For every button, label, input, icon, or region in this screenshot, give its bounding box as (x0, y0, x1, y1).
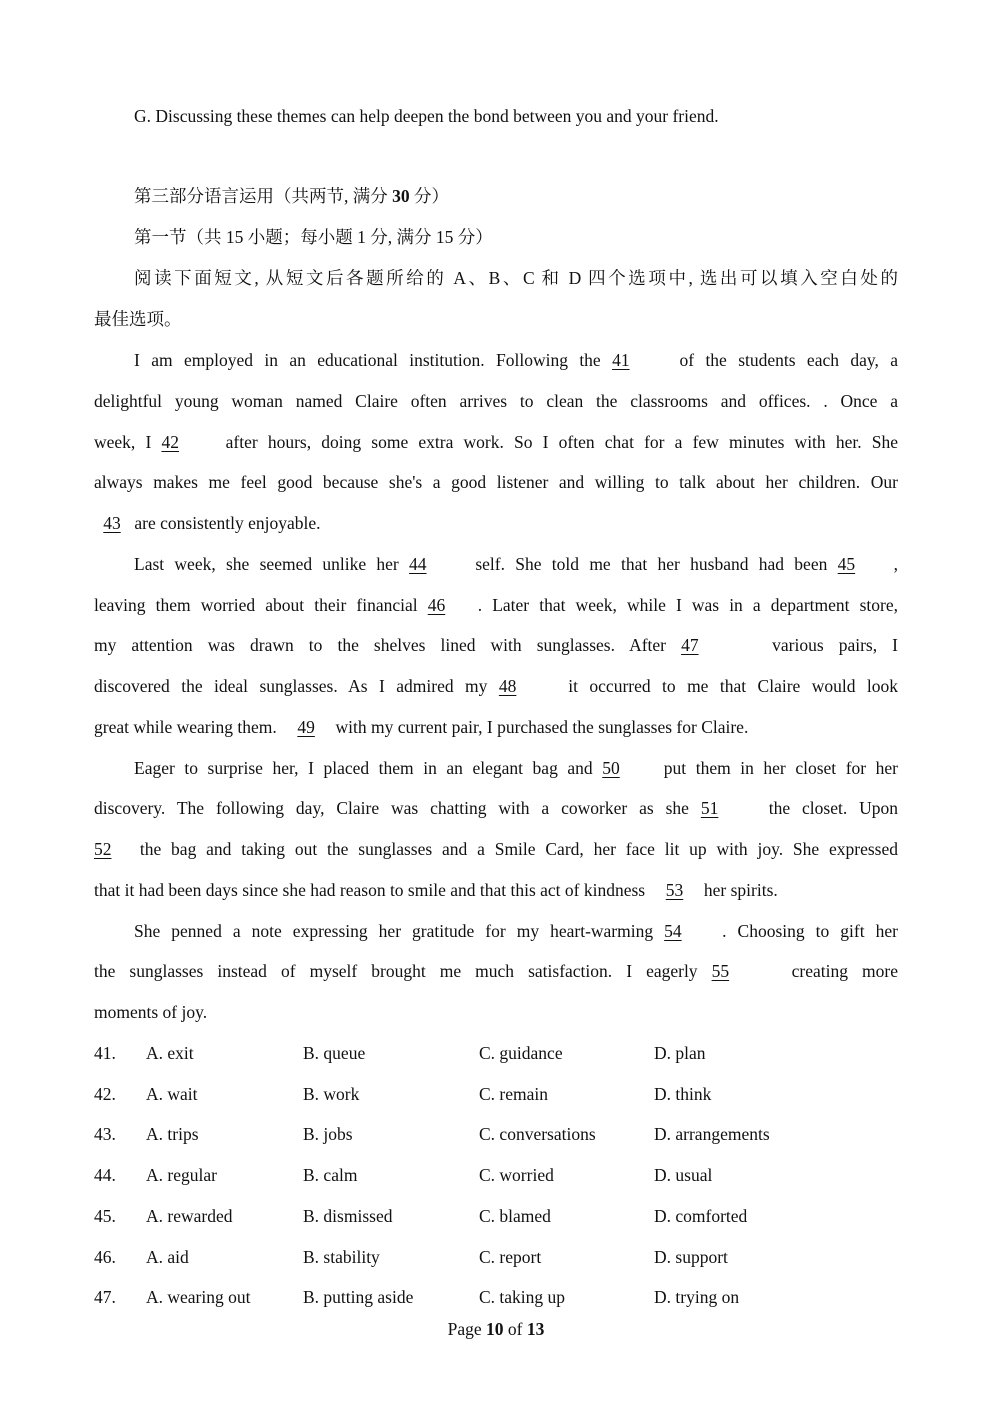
blank-44: 44 (409, 554, 427, 574)
option-d: D. arrangements (654, 1124, 770, 1144)
passage-line: 52 the bag and taking out the sunglasses and a Smile Card, her face lit up with joy. She expressed (94, 839, 898, 859)
option-a: A. aid (146, 1247, 189, 1267)
blank-55: 55 (711, 961, 730, 981)
option-c: C. conversations (479, 1124, 596, 1144)
passage-line: week, I 42 after hours, doing some extra work. So I often chat for a few minutes with her. She (94, 432, 899, 452)
section1-heading: 第一节（共 15 小题；每小题 1 分, 满分 15 分） (134, 227, 493, 247)
option-c: C. blamed (479, 1206, 551, 1226)
passage-line: Eager to surprise her, I placed them in an elegant bag and 50 put them in her closet for her (134, 758, 899, 778)
passage-line: always makes me feel good because she's a good listener and willing to talk about her children. Our (94, 472, 898, 492)
question-row (94, 1247, 898, 1267)
total-pages: 13 (526, 1319, 545, 1339)
blank-48: 48 (498, 676, 517, 696)
question-number: 43. (94, 1124, 116, 1144)
question-row (94, 1043, 898, 1063)
question-number: 46. (94, 1247, 116, 1267)
passage-line: the sunglasses instead of myself brought me much satisfaction. I eagerly 55 creating more (94, 961, 899, 981)
question-row (94, 1287, 898, 1307)
passage-line: delightful young woman named Claire often arrives to clean the classrooms and offices. . Once a (94, 391, 898, 411)
option-d: D. usual (654, 1165, 713, 1185)
blank-42: 42 (161, 432, 179, 452)
blank-46: 46 (427, 595, 446, 615)
passage-line: 43 are consistently enjoyable. (94, 513, 898, 533)
passage-line: leaving them worried about their financial 46 . Later that week, while I was in a department store, (94, 595, 898, 615)
option-d: D. think (654, 1084, 712, 1104)
option-b: B. stability (303, 1247, 380, 1267)
option-a: A. rewarded (146, 1206, 233, 1226)
passage-line: She penned a note expressing her gratitude for my heart-warming 54 . Choosing to gift her (134, 921, 898, 941)
option-d: D. support (654, 1247, 728, 1267)
blank-53: 53 (665, 880, 684, 900)
instructions-line-2: 最佳选项。 (94, 309, 182, 329)
blank-41: 41 (612, 350, 630, 370)
option-a: A. trips (146, 1124, 199, 1144)
option-b: B. work (303, 1084, 360, 1104)
blank-54: 54 (664, 921, 682, 941)
passage-line: Last week, she seemed unlike her 44 self. She told me that her husband had been 45 , (134, 554, 899, 574)
option-c: C. worried (479, 1165, 554, 1185)
blank-50: 50 (602, 758, 620, 778)
option-b: B. calm (303, 1165, 358, 1185)
option-g-text: G. Discussing these themes can help deepen the bond between you and your friend. (134, 106, 719, 126)
passage-line: discovery. The following day, Claire was chatting with a coworker as she 51 the closet. Upon (94, 798, 898, 818)
blank-49: 49 (297, 717, 315, 737)
part3-heading: 第三部分语言运用（共两节, 满分 30 分） (134, 186, 449, 206)
blank-45: 45 (837, 554, 856, 574)
question-row (94, 1084, 898, 1104)
option-c: C. remain (479, 1084, 549, 1104)
option-b: B. putting aside (303, 1287, 414, 1307)
blank-43: 43 (103, 513, 121, 533)
passage-line: discovered the ideal sunglasses. As I admired my 48 it occurred to me that Claire would look (94, 676, 898, 696)
question-number: 45. (94, 1206, 116, 1226)
option-d: D. trying on (654, 1287, 740, 1307)
current-page-number: 10 (486, 1319, 504, 1339)
option-c: C. guidance (479, 1043, 563, 1063)
passage-line: my attention was drawn to the shelves lined with sunglasses. After 47 various pairs, I (94, 635, 898, 655)
option-b: B. dismissed (303, 1206, 393, 1226)
option-a: A. exit (146, 1043, 194, 1063)
blank-47: 47 (681, 635, 699, 655)
option-b: B. jobs (303, 1124, 353, 1144)
passage-line: that it had been days since she had reason to smile and that this act of kindness 53 her spirits. (94, 880, 778, 900)
page-label: Page (447, 1319, 482, 1339)
instructions-line-1: 阅读下面短文, 从短文后各题所给的 A、B、C 和 D 四个选项中, 选出可以填入空白处的 (134, 268, 898, 288)
of-label: of (507, 1319, 523, 1339)
question-row (94, 1206, 898, 1226)
option-a: A. wait (146, 1084, 198, 1104)
question-row (94, 1124, 898, 1144)
option-b: B. queue (303, 1043, 366, 1063)
passage-line: great while wearing them. 49 with my current pair, I purchased the sunglasses for Claire. (94, 717, 749, 737)
option-a: A. regular (146, 1165, 217, 1185)
page-footer (0, 1319, 992, 1339)
question-number: 47. (94, 1287, 116, 1307)
option-c: C. report (479, 1247, 542, 1267)
option-d: D. plan (654, 1043, 706, 1063)
question-number: 41. (94, 1043, 116, 1063)
blank-51: 51 (700, 798, 719, 818)
question-number: 42. (94, 1084, 116, 1104)
question-number: 44. (94, 1165, 116, 1185)
passage-line: moments of joy. (94, 1002, 208, 1022)
option-c: C. taking up (479, 1287, 566, 1307)
option-d: D. comforted (654, 1206, 748, 1226)
passage-line: I am employed in an educational institution. Following the 41 of the students each day, a (134, 350, 899, 370)
blank-52: 52 (94, 839, 112, 859)
option-a: A. wearing out (146, 1287, 251, 1307)
question-row (94, 1165, 898, 1185)
